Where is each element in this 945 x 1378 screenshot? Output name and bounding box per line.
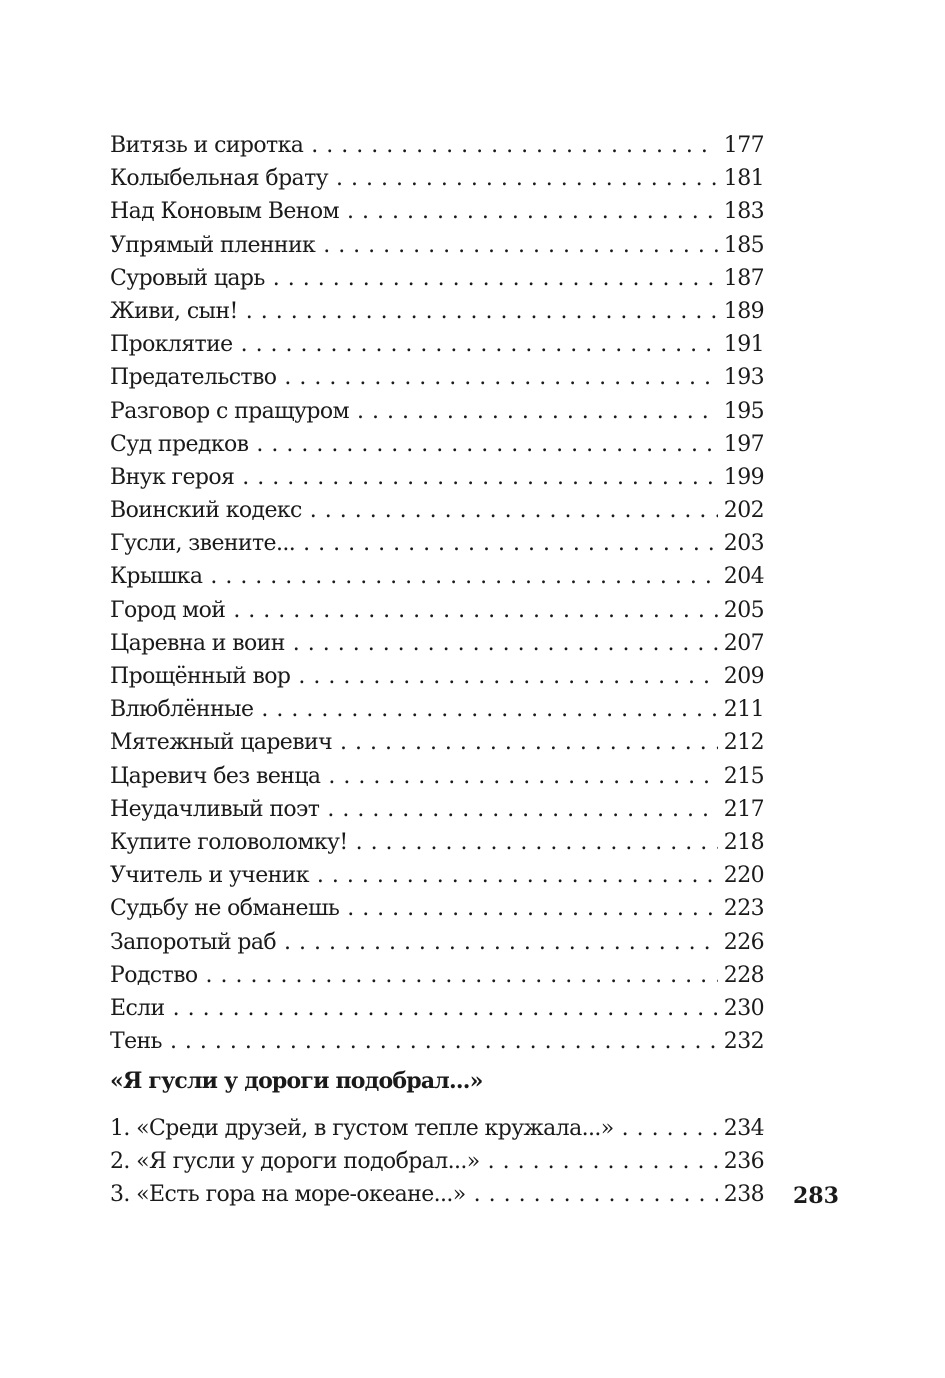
dot-leader [210,560,717,593]
toc-entry [110,959,764,992]
toc-entry [110,926,764,959]
entry-page: 212 [723,730,764,756]
table-of-contents [110,129,764,1058]
entry-page: 232 [723,1029,764,1055]
entry-page: 185 [723,232,764,258]
page-number: 283 [793,1183,839,1209]
toc-entry [110,428,764,461]
dot-leader [317,859,718,892]
entry-page: 189 [723,298,764,324]
toc-entry [110,826,764,859]
entry-title: Проклятие [110,332,233,358]
dot-leader [310,494,718,527]
entry-title: 1. «Среди друзей, в густом тепле кружала...» [110,1116,614,1141]
entry-page: 236 [723,1149,764,1175]
entry-page: 193 [723,365,764,391]
toc-entry [110,627,764,660]
toc-entry [110,262,764,295]
toc-entry [110,395,764,428]
dot-leader [357,395,718,428]
entry-title: Город мой [110,597,226,623]
entry-title: Внук героя [110,464,235,490]
toc-entry [110,1112,764,1145]
dot-leader [241,328,718,361]
entry-page: 191 [723,332,764,358]
dot-leader [256,428,717,461]
entry-page: 215 [723,763,764,789]
toc-entry [110,1178,764,1211]
entry-page: 207 [723,630,764,656]
dot-leader [284,361,717,394]
entry-page: 181 [723,166,764,192]
dot-leader [173,992,718,1025]
entry-page: 199 [723,464,764,490]
entry-page: 202 [723,498,764,524]
toc-entry [110,793,764,826]
dot-leader [233,594,717,627]
toc-entry [110,162,764,195]
entry-page: 203 [723,531,764,557]
entry-title: 2. «Я гусли у дороги подобрал...» [110,1149,480,1175]
toc-entry [110,361,764,394]
entry-title: Учитель и ученик [110,863,309,889]
entry-page: 220 [723,863,764,889]
entry-page: 209 [723,664,764,689]
entry-title: Суровый царь [110,265,265,291]
entry-title: Прощённый вор [110,664,291,689]
entry-title: Если [110,995,165,1021]
dot-leader [347,892,718,925]
entry-title: Упрямый пленник [110,232,316,258]
entry-title: Влюблённые [110,697,254,723]
dot-leader [356,826,718,859]
toc-entry [110,195,764,228]
entry-title: Колыбельная брату [110,166,328,192]
toc-entry [110,992,764,1025]
section-heading: «Я гусли у дороги подобрал...» [110,1068,483,1094]
entry-page: 211 [723,697,764,723]
dot-leader [474,1178,718,1211]
entry-title: Царевна и воин [110,630,285,656]
entry-page: 226 [723,929,764,955]
toc-entry [110,693,764,726]
dot-leader [246,295,718,328]
toc-entry [110,594,764,627]
toc-entry [110,760,764,793]
dot-leader [261,693,717,726]
entry-title: Тень [110,1029,162,1055]
entry-page: 230 [723,995,764,1021]
dot-leader [293,627,718,660]
entry-title: Предательство [110,365,277,391]
entry-page: 238 [723,1182,764,1208]
dot-leader [242,461,718,494]
toc-entry [110,129,764,162]
dot-leader [328,760,717,793]
toc-entry [110,527,764,560]
dot-leader [340,726,718,759]
toc-entry [110,660,764,693]
entry-page: 234 [723,1116,764,1141]
entry-page: 223 [723,896,764,922]
dot-leader [336,162,718,195]
entry-title: Царевич без венца [110,763,321,789]
entry-title: 3. «Есть гора на море-океане...» [110,1182,466,1208]
toc-entry [110,461,764,494]
dot-leader [323,229,718,262]
entry-page: 195 [723,398,764,424]
dot-leader [311,129,718,162]
entry-title: Мятежный царевич [110,730,333,756]
entry-title: Родство [110,962,198,988]
toc-entry [110,295,764,328]
dot-leader [303,527,718,560]
entry-title: Крышка [110,564,203,590]
entry-page: 228 [723,962,764,988]
dot-leader [170,1025,718,1058]
toc-entry [110,726,764,759]
toc-entry [110,892,764,925]
entry-page: 187 [723,265,764,291]
entry-title: Гусли, звените... [110,531,296,557]
entry-title: Витязь и сиротка [110,133,304,158]
entry-title: Суд предков [110,431,249,457]
entry-title: Над Коновым Веном [110,199,340,225]
dot-leader [622,1112,718,1145]
entry-title: Разговор с пращуром [110,398,350,424]
dot-leader [347,195,718,228]
dot-leader [327,793,717,826]
entry-title: Запоротый раб [110,929,277,955]
entry-page: 205 [723,597,764,623]
entry-title: Воинский кодекс [110,498,302,524]
toc-entry [110,229,764,262]
toc-entry [110,328,764,361]
entry-title: Живи, сын! [110,298,238,324]
dot-leader [206,959,718,992]
dot-leader [284,926,718,959]
toc-entry [110,494,764,527]
entry-title: Купите головоломку! [110,829,348,855]
dot-leader [488,1145,718,1178]
entry-page: 183 [723,199,764,225]
toc-entry [110,859,764,892]
entry-page: 204 [723,564,764,590]
entry-page: 177 [723,133,764,158]
toc-entry [110,1145,764,1178]
dot-leader [298,660,717,693]
entry-title: Судьбу не обманешь [110,896,340,922]
entry-page: 217 [723,796,764,822]
entry-title: Неудачливый поэт [110,796,320,822]
toc-entry [110,1025,764,1058]
section-contents [110,1112,764,1212]
dot-leader [273,262,718,295]
entry-page: 197 [723,431,764,457]
entry-page: 218 [723,829,764,855]
toc-entry [110,560,764,593]
